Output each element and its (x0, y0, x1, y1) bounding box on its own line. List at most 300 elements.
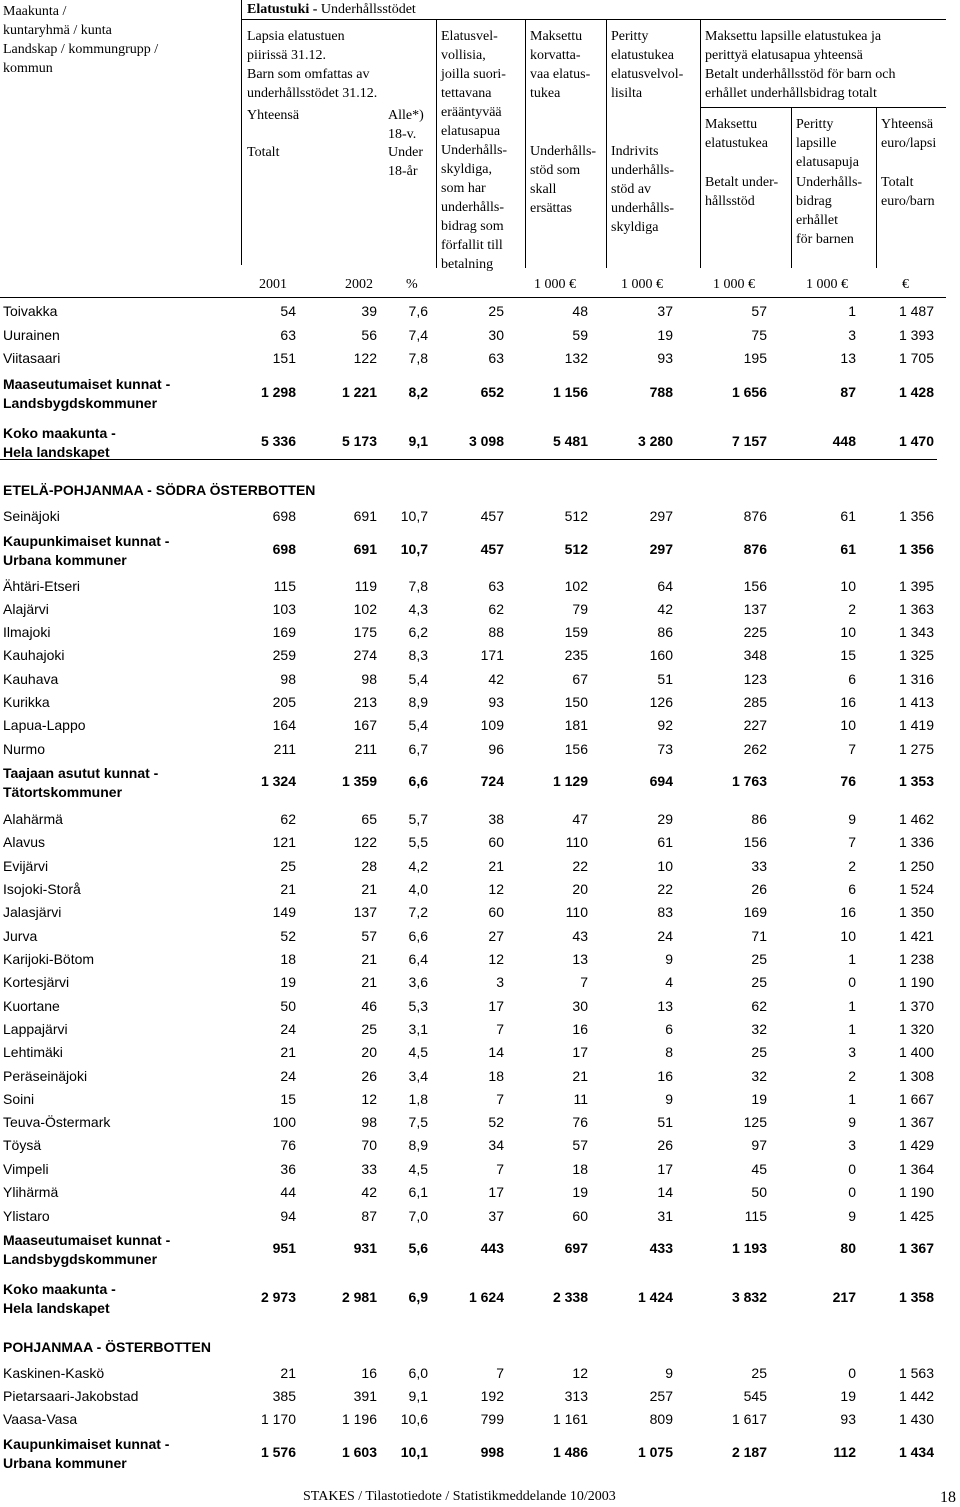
row-label: Kortesjärvi (3, 974, 70, 990)
table-cell: 217 (832, 1289, 856, 1305)
table-cell: 1 343 (898, 624, 934, 640)
unit-label: 2002 (345, 277, 373, 292)
table-cell: 1 763 (731, 773, 767, 789)
table-cell: 29 (657, 811, 673, 827)
table-cell: 36 (280, 1161, 296, 1177)
table-cell: 37 (657, 303, 673, 319)
table-cell: 951 (272, 1240, 296, 1256)
header-divider (791, 108, 792, 268)
table-cell: 8,9 (408, 694, 428, 710)
table-cell: 44 (280, 1184, 296, 1200)
table-cell: 25 (751, 1365, 767, 1381)
table-cell: 63 (488, 350, 504, 366)
table-cell: 1 238 (898, 951, 934, 967)
header-grec-sv: Underhålls- bidrag erhållet för barnen (796, 175, 863, 247)
table-cell: 1 395 (898, 578, 934, 594)
header-divider (241, 0, 242, 265)
table-cell: 2 981 (341, 1289, 377, 1305)
table-cell: 28 (361, 858, 377, 874)
table-cell: 7,0 (408, 1208, 428, 1224)
table-cell: 10 (840, 928, 856, 944)
table-cell: 21 (361, 951, 377, 967)
table-cell: 122 (353, 834, 377, 850)
header-under18-sv: Under 18-år (388, 145, 423, 179)
table-row (0, 927, 940, 946)
table-cell: 10,7 (400, 541, 428, 557)
table-cell: 96 (488, 741, 504, 757)
row-label: Maaseutumaiset kunnat - Landsbygdskommuner (3, 376, 171, 411)
table-row-subtotal (0, 1231, 940, 1269)
table-cell: 50 (751, 1184, 767, 1200)
table-cell: 19 (840, 1388, 856, 1404)
table-cell: 9 (665, 1091, 673, 1107)
table-cell: 19 (572, 1184, 588, 1200)
table-cell: 1 524 (898, 881, 934, 897)
table-cell: 54 (280, 303, 296, 319)
table-cell: 22 (572, 858, 588, 874)
table-row (0, 880, 940, 899)
table-cell: 3 (848, 1137, 856, 1153)
table-cell: 25 (280, 858, 296, 874)
header-gtot-sv: Totalt euro/barn (881, 175, 935, 209)
table-row (0, 1020, 940, 1039)
row-label: Vaasa-Vasa (3, 1411, 78, 1427)
table-cell: 6,7 (408, 741, 428, 757)
table-cell: 115 (273, 578, 296, 594)
table-cell: 8,9 (408, 1137, 428, 1153)
table-cell: 7 (496, 1365, 504, 1381)
table-cell: 13 (840, 350, 856, 366)
table-cell: 16 (657, 1068, 673, 1084)
header-title-fi: Elatustuki - (247, 2, 318, 17)
table-cell: 31 (657, 1208, 673, 1224)
row-label: Kauhava (3, 671, 59, 687)
table-row-subtotal (0, 375, 940, 413)
table-cell: 448 (832, 433, 856, 449)
table-cell: 698 (272, 508, 296, 524)
table-cell: 110 (565, 834, 588, 850)
row-label: Ylistaro (3, 1208, 50, 1224)
header-children-fi: Lapsia elatustuen piirissä 31.12. (247, 29, 345, 63)
table-cell: 62 (488, 601, 504, 617)
header-children-sv: Barn som omfattas av underhållsstödet 31.12. (247, 67, 378, 101)
table-cell: 1 367 (898, 1240, 934, 1256)
table-cell: 93 (488, 694, 504, 710)
table-cell: 1 617 (731, 1411, 767, 1427)
table-cell: 27 (488, 928, 504, 944)
table-cell: 60 (572, 1208, 588, 1224)
page-number: 18 (940, 1489, 956, 1506)
row-label: Jurva (3, 928, 38, 944)
table-cell: 1 221 (341, 384, 377, 400)
section-heading: POHJANMAA - ÖSTERBOTTEN (3, 1339, 211, 1355)
table-cell: 1 (848, 998, 856, 1014)
table-cell: 1 430 (898, 1411, 934, 1427)
table-cell: 123 (743, 671, 767, 687)
table-cell: 1 470 (898, 433, 934, 449)
table-cell: 1 (848, 1091, 856, 1107)
table-cell: 92 (657, 717, 673, 733)
table-cell: 98 (280, 671, 296, 687)
table-cell: 724 (480, 773, 504, 789)
table-row (0, 833, 940, 852)
header-region-sv: Landskap / kommungrupp / kommun (3, 42, 159, 76)
table-cell: 16 (840, 694, 856, 710)
row-label: Uurainen (3, 327, 60, 343)
table-cell: 1 487 (898, 303, 934, 319)
table-row (0, 693, 940, 712)
table-cell: 7 (496, 1161, 504, 1177)
table-cell: 25 (751, 974, 767, 990)
table-cell: 159 (564, 624, 588, 640)
table-cell: 102 (353, 601, 377, 617)
table-cell: 122 (353, 350, 377, 366)
table-row (0, 1410, 940, 1429)
table-cell: 21 (280, 881, 296, 897)
table-cell: 1 161 (552, 1411, 588, 1427)
table-row (0, 997, 940, 1016)
header-recovered-sv: Indrivits underhålls- stöd av underhålls- skyldiga (611, 144, 674, 235)
table-cell: 6 (848, 881, 856, 897)
table-cell: 171 (480, 647, 504, 663)
table-cell: 87 (840, 384, 856, 400)
table-cell: 86 (751, 811, 767, 827)
table-cell: 76 (572, 1114, 588, 1130)
table-cell: 10,7 (400, 508, 428, 524)
table-cell: 6,9 (408, 1289, 428, 1305)
table-cell: 12 (361, 1091, 377, 1107)
row-label: Peräseinäjoki (3, 1068, 88, 1084)
table-cell: 7,5 (408, 1114, 428, 1130)
table-cell: 1 190 (898, 1184, 934, 1200)
table-cell: 126 (649, 694, 673, 710)
table-cell: 10,6 (400, 1411, 428, 1427)
table-cell: 4,0 (408, 881, 428, 897)
row-label: Kaskinen-Kaskö (3, 1365, 105, 1381)
table-cell: 46 (361, 998, 377, 1014)
table-cell: 21 (280, 1365, 296, 1381)
table-cell: 1 308 (898, 1068, 934, 1084)
row-label: Soini (3, 1091, 35, 1107)
table-row (0, 646, 940, 665)
row-label: Alahärmä (3, 811, 63, 827)
table-cell: 50 (280, 998, 296, 1014)
table-cell: 109 (480, 717, 504, 733)
table-cell: 15 (840, 647, 856, 663)
table-row (0, 1043, 940, 1062)
table-cell: 1 424 (637, 1289, 673, 1305)
table-cell: 32 (751, 1021, 767, 1037)
header-divider (700, 20, 701, 268)
table-cell: 7,8 (408, 350, 428, 366)
table-cell: 59 (572, 327, 588, 343)
table-cell: 103 (272, 601, 296, 617)
header-overdue-sv: Underhålls- skyldiga, som har underhålls- bidrag som förfallit till betalning (441, 143, 508, 272)
table-row (0, 302, 940, 321)
table-cell: 0 (848, 1365, 856, 1381)
table-cell: 61 (840, 508, 856, 524)
table-cell: 93 (840, 1411, 856, 1427)
row-label: Kaupunkimaiset kunnat - Urbana kommuner (3, 1436, 170, 1471)
table-cell: 9,1 (408, 433, 428, 449)
header-gpaid-fi: Maksettu elatustukea (705, 117, 768, 151)
table-cell: 691 (353, 541, 377, 557)
table-cell: 10 (840, 578, 856, 594)
table-cell: 1 400 (898, 1044, 934, 1060)
header-divider (876, 108, 877, 268)
table-cell: 433 (649, 1240, 673, 1256)
table-row-subtotal (0, 424, 940, 462)
table-cell: 3 (848, 1044, 856, 1060)
table-cell: 6,1 (408, 1184, 428, 1200)
table-cell: 1 170 (260, 1411, 296, 1427)
table-cell: 313 (564, 1388, 588, 1404)
row-label: Kurikka (3, 694, 50, 710)
table-cell: 697 (564, 1240, 588, 1256)
table-cell: 8,3 (408, 647, 428, 663)
table-cell: 809 (649, 1411, 673, 1427)
table-cell: 62 (751, 998, 767, 1014)
table-cell: 45 (751, 1161, 767, 1177)
table-row (0, 716, 940, 735)
table-cell: 7 (848, 834, 856, 850)
table-cell: 175 (353, 624, 377, 640)
table-cell: 12 (572, 1365, 588, 1381)
table-cell: 17 (488, 1184, 504, 1200)
table-cell: 34 (488, 1137, 504, 1153)
table-cell: 15 (280, 1091, 296, 1107)
table-cell: 94 (280, 1208, 296, 1224)
table-cell: 1 (848, 303, 856, 319)
table-cell: 98 (361, 671, 377, 687)
table-cell: 211 (273, 741, 296, 757)
table-cell: 1 563 (898, 1365, 934, 1381)
table-cell: 42 (657, 601, 673, 617)
table-cell: 86 (657, 624, 673, 640)
row-label: Toivakka (3, 303, 58, 319)
table-cell: 156 (743, 578, 767, 594)
row-label: Kaupunkimaiset kunnat - Urbana kommuner (3, 533, 170, 568)
table-cell: 1,8 (408, 1091, 428, 1107)
table-cell: 102 (564, 578, 588, 594)
header-bottom-rule (0, 297, 946, 298)
table-cell: 30 (572, 998, 588, 1014)
table-cell: 457 (480, 508, 504, 524)
table-cell: 5 173 (341, 433, 377, 449)
table-cell: 274 (353, 647, 377, 663)
table-cell: 6 (848, 671, 856, 687)
table-cell: 1 429 (898, 1137, 934, 1153)
table-cell: 7,8 (408, 578, 428, 594)
table-cell: 17 (488, 998, 504, 1014)
page-footer: STAKES / Tilastotiedote / Statistikmeddelande 10/2003 (303, 1489, 616, 1504)
table-cell: 1 324 (260, 773, 296, 789)
table-cell: 8 (665, 1044, 673, 1060)
table-cell: 12 (488, 881, 504, 897)
table-cell: 876 (743, 508, 767, 524)
table-cell: 20 (361, 1044, 377, 1060)
table-cell: 119 (354, 578, 377, 594)
table-cell: 6,2 (408, 624, 428, 640)
row-label: Lappajärvi (3, 1021, 68, 1037)
table-cell: 391 (353, 1388, 377, 1404)
table-cell: 121 (272, 834, 296, 850)
table-row (0, 740, 940, 759)
table-cell: 1 350 (898, 904, 934, 920)
table-cell: 87 (361, 1208, 377, 1224)
table-cell: 2 (848, 858, 856, 874)
table-cell: 11 (573, 1091, 588, 1107)
table-cell: 7 157 (731, 433, 767, 449)
table-cell: 57 (572, 1137, 588, 1153)
table-cell: 1 316 (898, 671, 934, 687)
table-row (0, 1183, 940, 1202)
table-cell: 18 (572, 1161, 588, 1177)
table-cell: 7,4 (408, 327, 428, 343)
table-row (0, 600, 940, 619)
table-cell: 97 (751, 1137, 767, 1153)
table-cell: 1 656 (731, 384, 767, 400)
header-title (247, 0, 416, 19)
table-row (0, 1387, 940, 1406)
table-cell: 156 (564, 741, 588, 757)
table-cell: 1 667 (898, 1091, 934, 1107)
table-cell: 6 (665, 1021, 673, 1037)
table-row (0, 326, 940, 345)
table-cell: 7,6 (408, 303, 428, 319)
row-label: Ylihärmä (3, 1184, 59, 1200)
table-cell: 1 413 (898, 694, 934, 710)
table-cell: 1 156 (552, 384, 588, 400)
table-cell: 285 (743, 694, 767, 710)
table-cell: 110 (565, 904, 588, 920)
table-cell: 17 (572, 1044, 588, 1060)
row-label: Alajärvi (3, 601, 49, 617)
table-cell: 169 (743, 904, 767, 920)
table-cell: 60 (488, 834, 504, 850)
table-row (0, 349, 940, 368)
table-cell: 13 (657, 998, 673, 1014)
table-cell: 7 (496, 1021, 504, 1037)
table-cell: 167 (353, 717, 377, 733)
table-cell: 1 358 (898, 1289, 934, 1305)
table-cell: 3 098 (468, 433, 504, 449)
table-cell: 1 705 (898, 350, 934, 366)
table-cell: 37 (488, 1208, 504, 1224)
table-cell: 10,1 (400, 1444, 428, 1460)
table-cell: 545 (743, 1388, 767, 1404)
table-cell: 56 (361, 327, 377, 343)
table-cell: 1 196 (341, 1411, 377, 1427)
table-cell: 5,3 (408, 998, 428, 1014)
table-cell: 79 (572, 601, 588, 617)
table-cell: 652 (480, 384, 504, 400)
table-cell: 1 624 (468, 1289, 504, 1305)
table-cell: 4,5 (408, 1044, 428, 1060)
table-cell: 931 (353, 1240, 377, 1256)
table-cell: 1 190 (898, 974, 934, 990)
table-row (0, 1364, 940, 1383)
table-cell: 14 (657, 1184, 673, 1200)
table-cell: 512 (564, 541, 588, 557)
table-cell: 10 (840, 717, 856, 733)
unit-label: 1 000 € (534, 277, 576, 292)
table-cell: 1 193 (731, 1240, 767, 1256)
table-cell: 76 (840, 773, 856, 789)
table-cell: 2 973 (260, 1289, 296, 1305)
header-divider (525, 20, 526, 268)
table-cell: 1 356 (898, 508, 934, 524)
table-cell: 52 (280, 928, 296, 944)
table-cell: 3,1 (408, 1021, 428, 1037)
table-cell: 8,2 (408, 384, 428, 400)
table-cell: 42 (488, 671, 504, 687)
table-row (0, 810, 940, 829)
table-row-subtotal (0, 764, 940, 802)
table-cell: 21 (488, 858, 504, 874)
table-cell: 43 (572, 928, 588, 944)
table-cell: 19 (751, 1091, 767, 1107)
table-cell: 998 (480, 1444, 504, 1460)
table-cell: 164 (272, 717, 296, 733)
row-label: Taajaan asutut kunnat - Tätortskommuner (3, 765, 159, 800)
row-label: Viitasaari (3, 350, 61, 366)
table-cell: 262 (743, 741, 767, 757)
table-cell: 259 (272, 647, 296, 663)
table-row (0, 903, 940, 922)
table-cell: 52 (488, 1114, 504, 1130)
table-cell: 51 (657, 1114, 673, 1130)
table-row (0, 1207, 940, 1226)
table-cell: 33 (361, 1161, 377, 1177)
table-cell: 1 (848, 951, 856, 967)
table-cell: 156 (743, 834, 767, 850)
table-row-subtotal (0, 1280, 940, 1318)
table-cell: 5 481 (552, 433, 588, 449)
table-cell: 61 (840, 541, 856, 557)
header-rule (700, 107, 946, 108)
header-group-fi: Maksettu lapsille elatustukea ja perittyä elatusapua yhteensä (705, 29, 882, 63)
table-cell: 1 419 (898, 717, 934, 733)
table-cell: 25 (361, 1021, 377, 1037)
table-cell: 24 (280, 1021, 296, 1037)
table-row (0, 1136, 940, 1155)
table-cell: 57 (361, 928, 377, 944)
table-cell: 788 (649, 384, 673, 400)
table-cell: 0 (848, 974, 856, 990)
section-rule (0, 459, 937, 460)
table-cell: 1 359 (341, 773, 377, 789)
table-cell: 71 (751, 928, 767, 944)
table-cell: 1 298 (260, 384, 296, 400)
table-cell: 26 (751, 881, 767, 897)
table-cell: 5,6 (408, 1240, 428, 1256)
table-cell: 2 338 (552, 1289, 588, 1305)
table-cell: 25 (488, 303, 504, 319)
table-cell: 4,3 (408, 601, 428, 617)
table-cell: 10 (657, 858, 673, 874)
table-cell: 876 (743, 541, 767, 557)
table-cell: 38 (488, 811, 504, 827)
table-cell: 88 (488, 624, 504, 640)
table-cell: 21 (361, 974, 377, 990)
table-cell: 181 (564, 717, 588, 733)
table-cell: 98 (361, 1114, 377, 1130)
unit-label: 1 000 € (713, 277, 755, 292)
table-cell: 18 (488, 1068, 504, 1084)
header-under18-fi: Alle*) 18-v. (388, 108, 424, 142)
table-cell: 32 (751, 1068, 767, 1084)
